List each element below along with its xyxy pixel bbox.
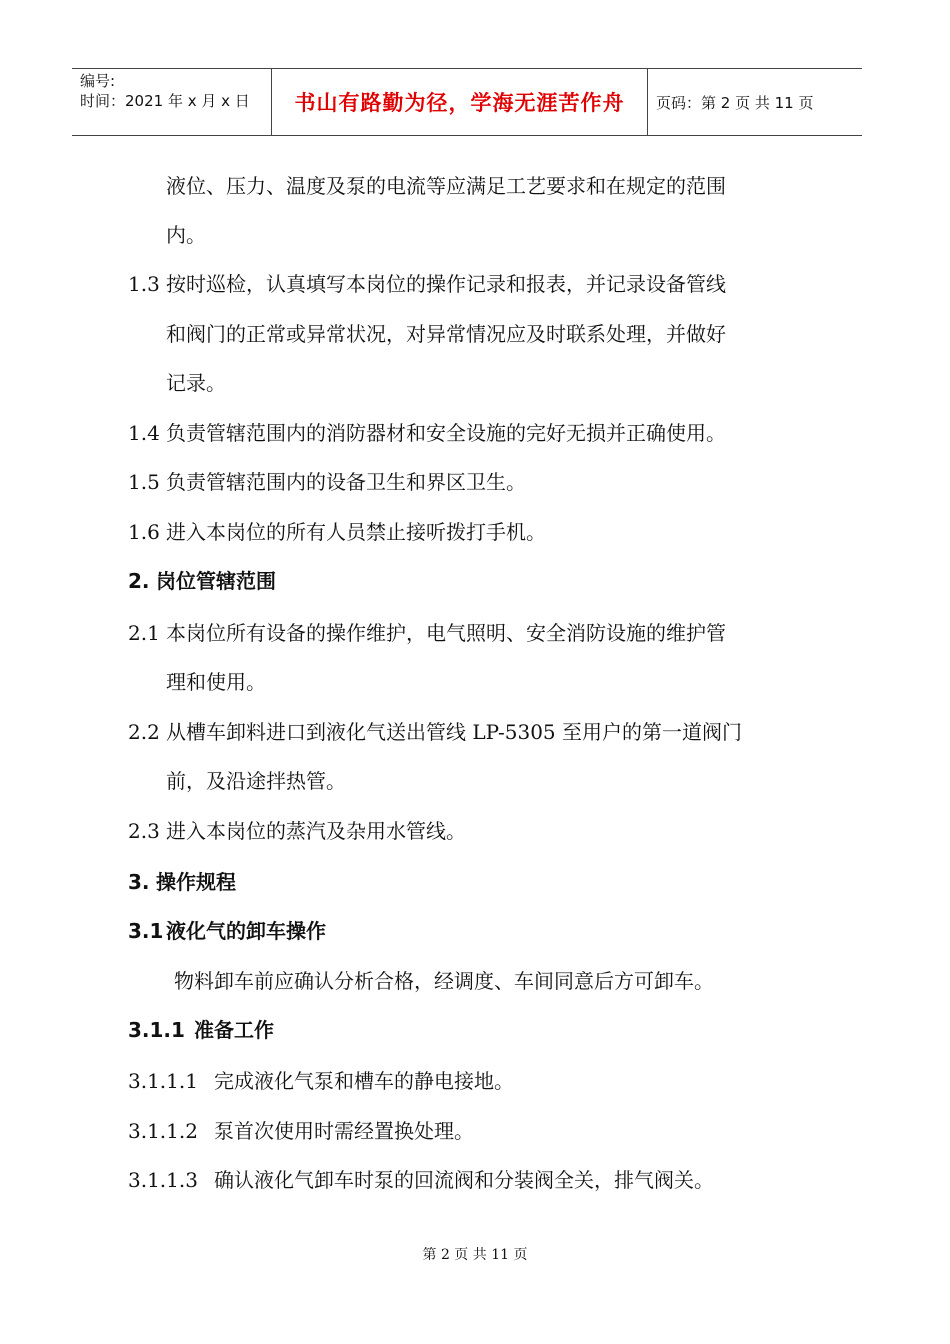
list-item: 2.2 从槽车卸料进口到液化气送出管线 LP-5305 至用户的第一道阀门 [128,720,743,744]
list-item: 1.4 负责管辖范围内的消防器材和安全设施的完好无损并正确使用。 [128,421,726,445]
list-item: 3.1.1.3 确认液化气卸车时泵的回流阀和分装阀全关，排气阀关。 [128,1168,714,1192]
section-heading: 2. 岗位管辖范围 [128,569,276,593]
item-number: 1.6 [128,520,160,544]
list-item: 2.1 本岗位所有设备的操作维护，电气照明、安全消防设施的维护管 [128,621,726,645]
item-number: 3.1.1.2 [128,1119,198,1143]
list-item: 1.3 按时巡检，认真填写本岗位的操作记录和报表，并记录设备管线 [128,272,726,296]
body-line: 前，及沿途拌热管。 [166,769,346,793]
body-line: 液位、压力、温度及泵的电流等应满足工艺要求和在规定的范围 [166,174,726,198]
subsection-heading: 3.1.1 准备工作 [128,1018,274,1042]
list-item: 3.1.1.1 完成液化气泵和槽车的静电接地。 [128,1069,514,1093]
body-line: 内。 [166,223,206,247]
body-line: 理和使用。 [166,670,266,694]
item-number: 2.1 [128,621,160,645]
item-number: 3.1.1.1 [128,1069,198,1093]
subsection-heading: 3.1 液化气的卸车操作 [128,919,326,943]
item-number: 3.1.1.3 [128,1168,198,1192]
body-line: 物料卸车前应确认分析合格，经调度、车间同意后方可卸车。 [174,969,714,993]
body-line: 记录。 [166,371,226,395]
section-number: 2. [128,569,150,593]
section-number: 3.1 [128,919,164,943]
item-number: 1.5 [128,470,160,494]
section-number: 3.1.1 [128,1018,185,1042]
list-item: 2.3 进入本岗位的蒸汽及杂用水管线。 [128,819,466,843]
item-number: 2.3 [128,819,160,843]
header-meta [72,69,272,135]
serial-label: 编号: [80,72,116,90]
page-header [72,68,862,136]
header-motto: 书山有路勤为径，学海无涯苦作舟 [272,69,648,135]
header-page-info: 页码：第 2 页 共 11 页 [656,93,814,112]
list-item: 1.6 进入本岗位的所有人员禁止接听拨打手机。 [128,520,546,544]
list-item: 1.5 负责管辖范围内的设备卫生和界区卫生。 [128,470,526,494]
page-footer: 第 2 页 共 11 页 [422,1247,528,1263]
section-number: 3. [128,870,150,894]
item-number: 2.2 [128,720,160,744]
body-line: 和阀门的正常或异常状况，对异常情况应及时联系处理，并做好 [166,322,726,346]
item-number: 1.3 [128,272,160,296]
item-number: 1.4 [128,421,160,445]
time-label: 时间：2021 年 x 月 x 日 [80,92,250,110]
list-item: 3.1.1.2 泵首次使用时需经置换处理。 [128,1119,474,1143]
section-heading: 3. 操作规程 [128,870,236,894]
